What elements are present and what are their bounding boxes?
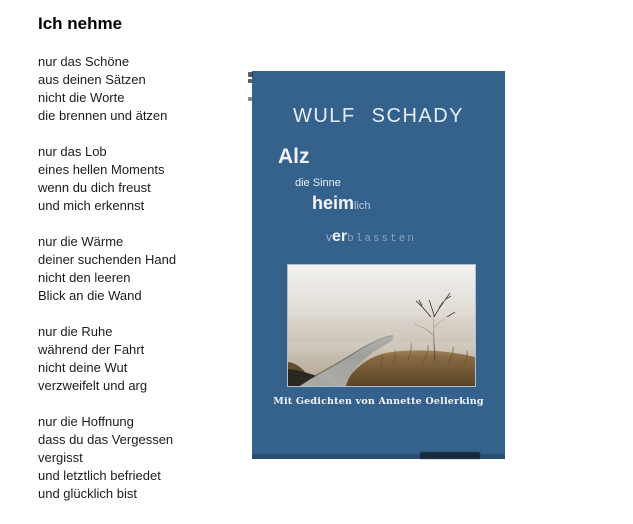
poem-stanza xyxy=(38,233,248,305)
poem-line: nicht den leeren xyxy=(38,270,131,285)
poem-line: und letztlich befriedet xyxy=(38,468,161,483)
book-title-word-heimlich xyxy=(312,191,371,218)
poem-line: und mich erkennst xyxy=(38,198,145,213)
poem-line: nur das Schöne xyxy=(38,54,130,69)
title-muted: lich xyxy=(354,200,371,212)
poem-line: nur das Lob xyxy=(38,144,107,159)
foggy-moor-boardwalk-photo xyxy=(287,264,476,387)
poem-line: dass du das Vergessen xyxy=(38,432,174,447)
cover-credit-line: Mit Gedichten von Annette Oellerking xyxy=(273,396,484,407)
poem-line: und glücklich bist xyxy=(38,486,137,501)
title-emphasis: heim xyxy=(312,193,355,213)
poem-stanza xyxy=(38,323,248,395)
poem-line: verzweifelt und arg xyxy=(38,378,148,393)
poem-line: während der Fahrt xyxy=(38,342,145,357)
poem-line: nur die Hoffnung xyxy=(38,414,134,429)
poem-title: Ich nehme xyxy=(38,14,123,33)
poem-line: vergisst xyxy=(38,450,83,465)
poem-stanza xyxy=(38,53,248,125)
poem-stanza xyxy=(38,143,248,215)
poem-line: nur die Wärme xyxy=(38,234,124,249)
book-author-name: WULF SCHADY xyxy=(292,105,465,127)
poem-stanza xyxy=(38,413,248,503)
poem-line: eines hellen Moments xyxy=(38,162,165,177)
title-muted: v xyxy=(326,230,332,244)
poem-line: Blick an die Wand xyxy=(38,288,142,303)
scan-artifact xyxy=(248,97,252,101)
book-cover xyxy=(252,71,505,459)
poem-line: deiner suchenden Hand xyxy=(38,252,177,267)
poem xyxy=(38,12,248,521)
book-title-word-verblassten xyxy=(326,227,416,249)
scan-artifact xyxy=(420,452,480,459)
landscape-illustration xyxy=(288,265,475,386)
poem-line: aus deinen Sätzen xyxy=(38,72,146,87)
book-title-word-die-sinne: die Sinne xyxy=(295,177,341,189)
title-faded: blassten xyxy=(347,233,416,245)
poem-line: nicht die Worte xyxy=(38,90,125,105)
scan-artifact xyxy=(248,79,252,83)
book-title-word-alz: Alz xyxy=(278,145,310,168)
title-emphasis: er xyxy=(332,228,348,245)
scan-artifact xyxy=(248,72,253,77)
poem-line: nur die Ruhe xyxy=(38,324,113,339)
poem-line: nicht deine Wut xyxy=(38,360,128,375)
poem-line: die brennen und ätzen xyxy=(38,108,168,123)
poem-line: wenn du dich freust xyxy=(38,180,151,195)
